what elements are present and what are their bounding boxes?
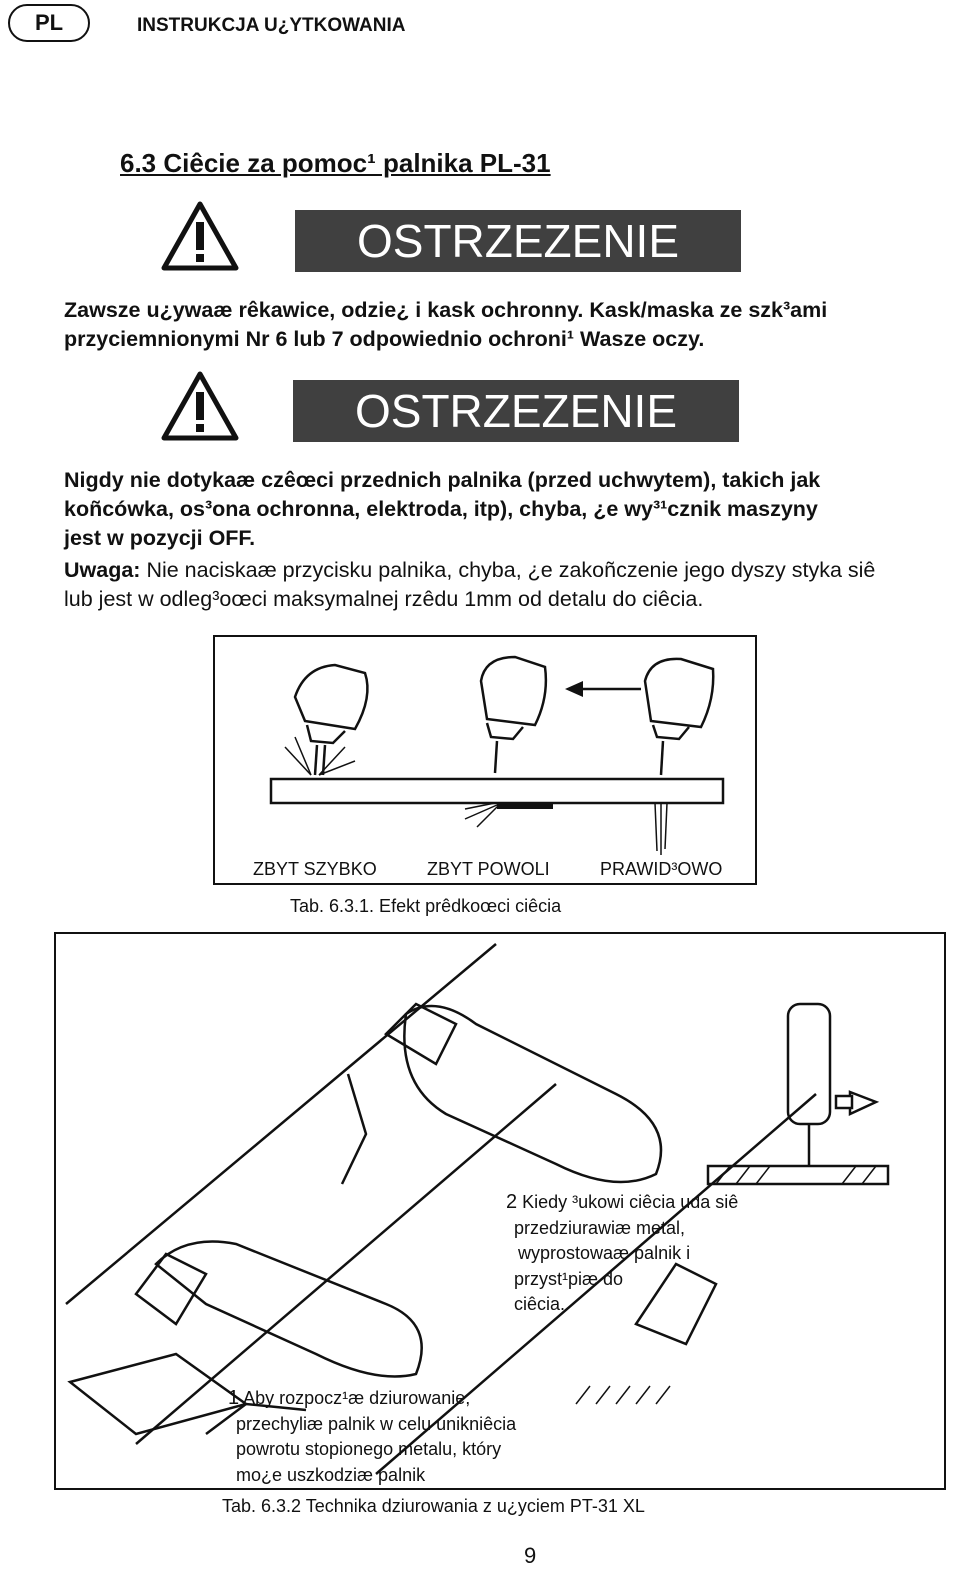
text-line: ciêcia. [514, 1294, 566, 1314]
warning-triangle-icon [160, 370, 240, 442]
label-correct: PRAWID³OWO [600, 859, 723, 879]
text-line: koñcówka, os³ona ochronna, elektroda, itp), chyba, ¿e wy³¹cznik maszyny [64, 497, 818, 521]
page-number: 9 [524, 1543, 537, 1568]
warning-banner: OSTRZEZENIE [293, 380, 739, 442]
warning-text [64, 466, 949, 553]
header-title: INSTRUKCJA U¿YTKOWANIA [137, 15, 406, 36]
figure-caption: Tab. 6.3.1. Efekt prêdkoœci ciêcia [290, 896, 562, 916]
text-line: przedziurawiæ metal, [514, 1217, 686, 1238]
cutting-speed-illustration [215, 637, 755, 883]
note-paragraph [64, 556, 949, 614]
piercing-technique-figure [54, 932, 946, 1490]
step-number: 1 [228, 1387, 240, 1409]
warning-triangle-icon [160, 200, 240, 272]
text-line: przechyliæ palnik w celu unikniêcia [236, 1413, 517, 1434]
section-title: 6.3 Ciêcie za pomoc¹ palnika PL-31 [120, 148, 551, 178]
figure-caption: Tab. 6.3.2 Technika dziurowania z u¿yciem PT-31 XL [222, 1496, 645, 1516]
warning-banner: OSTRZEZENIE [295, 210, 741, 272]
label-too-fast: ZBYT SZYBKO [253, 859, 377, 879]
text-line: wyprostowaæ palnik i [518, 1243, 691, 1263]
step-number: 2 [506, 1191, 518, 1213]
note-text: Nie naciskaæ przycisku palnika, chyba, ¿e zakoñczenie jego dyszy styka siê [140, 558, 876, 582]
step-1-text [228, 1386, 516, 1488]
warning-text [64, 296, 949, 354]
text-line: Kiedy ³ukowi ciêcia uda siê [522, 1192, 739, 1212]
step-2-text [506, 1190, 738, 1318]
text-line: mo¿e uszkodziæ palnik [236, 1464, 426, 1485]
text-line: przyst¹piæ do [514, 1268, 624, 1289]
text-line: Zawsze u¿ywaæ rêkawice, odzie¿ i kask ochronny. Kask/maska ze szk³ami [64, 298, 828, 322]
text-line: Nigdy nie dotykaæ czêœci przednich palnika (przed uchwytem), takich jak [64, 468, 821, 492]
text-line: przyciemnionymi Nr 6 lub 7 odpowiednio ochroni¹ Wasze oczy. [64, 327, 705, 351]
cutting-speed-figure [213, 635, 757, 885]
note-label: Uwaga: [64, 558, 141, 582]
text-line: jest w pozycji OFF. [64, 526, 256, 550]
note-text: lub jest w odleg³oœci maksymalnej rzêdu 1mm od detalu do ciêcia. [64, 587, 704, 611]
language-badge: PL [8, 4, 90, 42]
text-line: powrotu stopionego metalu, który [236, 1439, 502, 1459]
label-too-slow: ZBYT POWOLI [427, 859, 550, 879]
text-line: Aby rozpocz¹æ dziurowanie, [243, 1388, 471, 1408]
